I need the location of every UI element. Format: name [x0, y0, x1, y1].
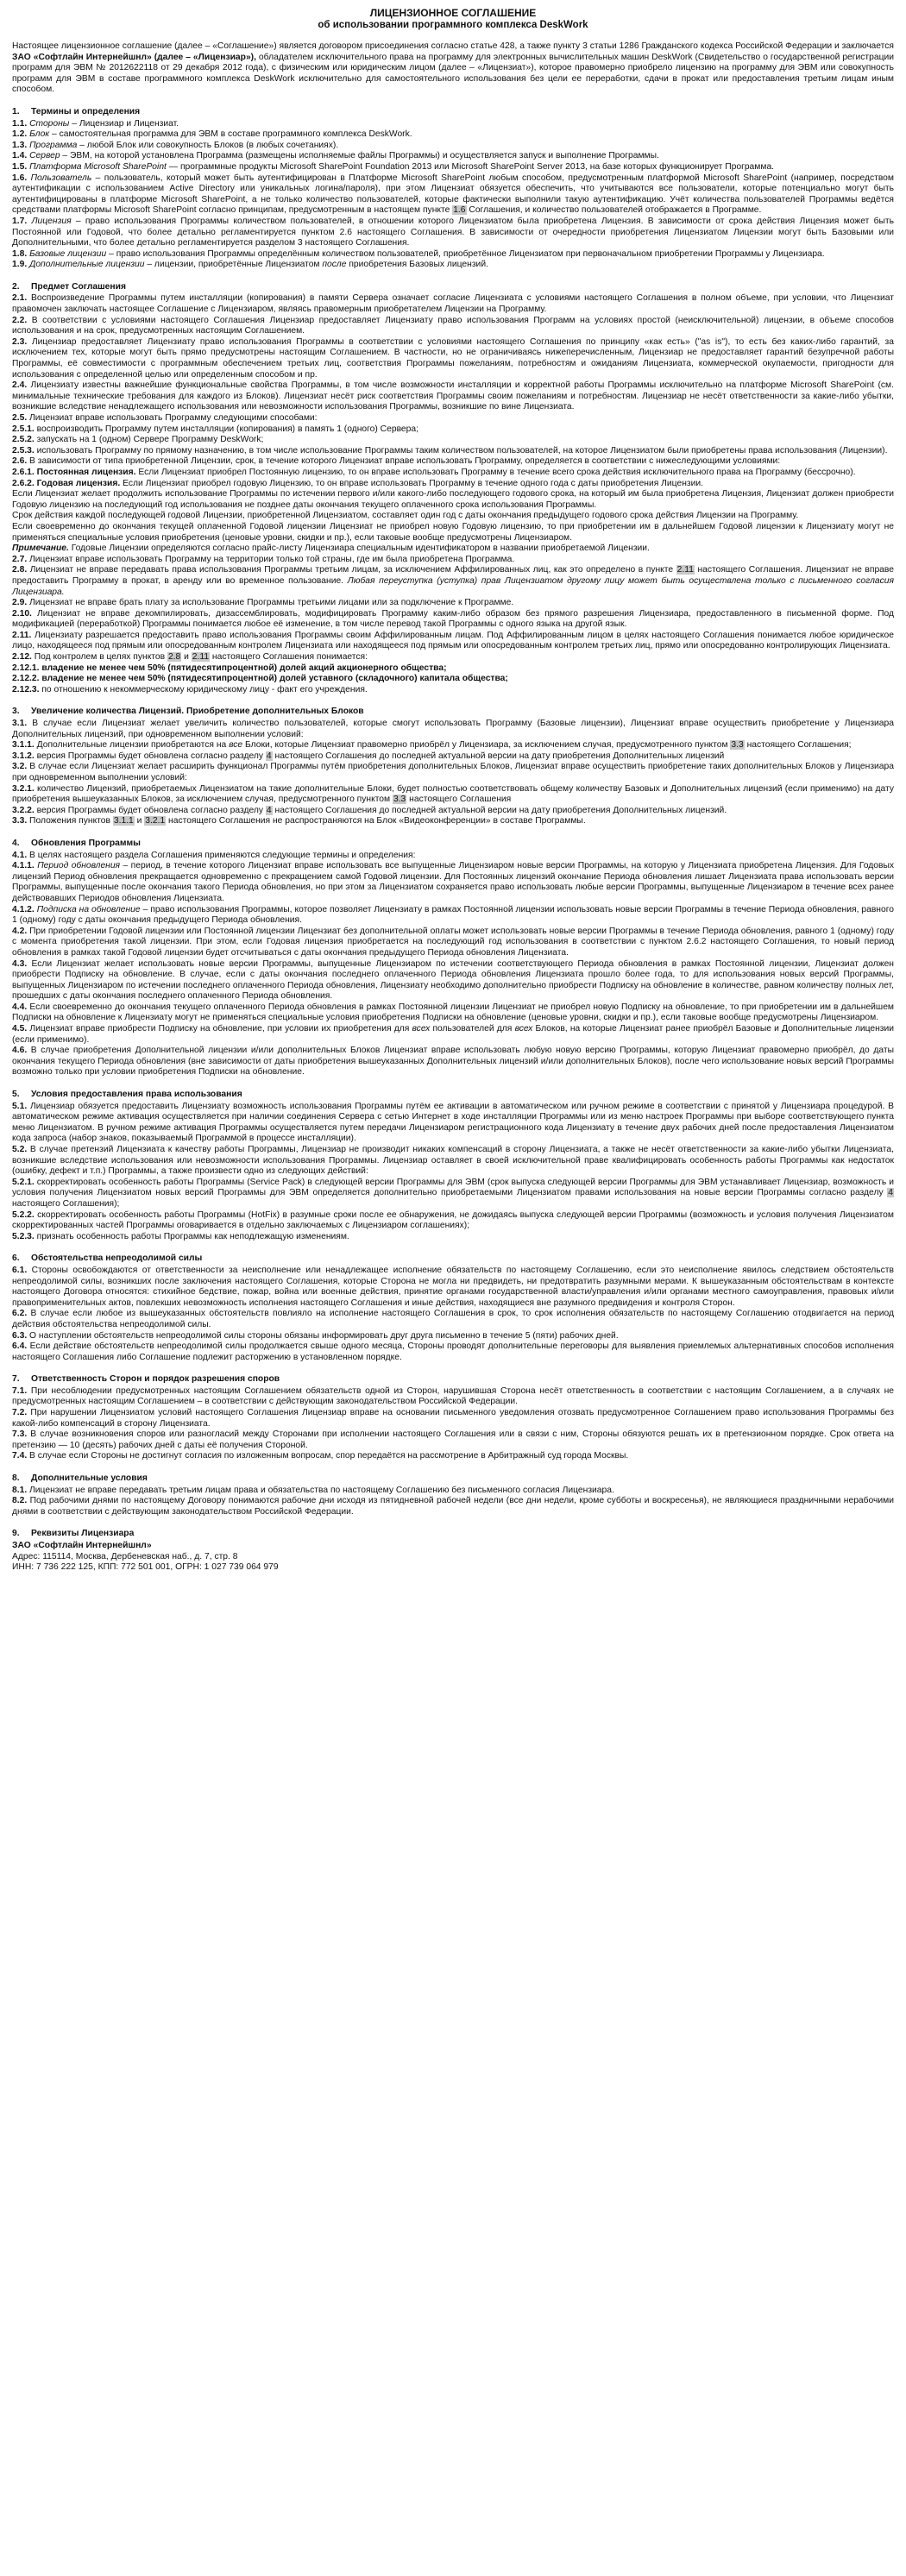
clause-paragraph — [12, 468, 894, 479]
clause-paragraph — [12, 446, 894, 457]
clause-paragraph — [12, 522, 894, 543]
cross-reference: 3.3 — [731, 740, 744, 751]
text-run: 5.2.1. — [12, 1177, 35, 1187]
section-heading — [12, 707, 894, 718]
text-run: 2.4. — [12, 380, 28, 391]
clause-paragraph — [12, 861, 894, 904]
clause-paragraph — [12, 1178, 894, 1210]
clause-paragraph — [12, 1552, 894, 1563]
text-run: 2.6.2. — [12, 478, 35, 488]
text-run: 3.3. — [12, 816, 28, 826]
cross-reference: 3.3 — [393, 795, 406, 805]
text-run: всех — [514, 1024, 533, 1034]
text-run: 6.1. — [12, 1265, 28, 1275]
text-run: 3.2. — [12, 762, 28, 772]
section-heading — [12, 1529, 894, 1540]
text-run: Срок действия каждой последующей годовой Лицензии, приобретенной Лицензиатом, составляет один год с даты окончания предыдущего годового срока действия Лицензии на Программу. — [12, 511, 799, 521]
text-run: Дополнительные лицензии приобретаются на — [34, 740, 230, 751]
text-run: Платформа Microsoft SharePoint — [29, 161, 167, 172]
clause-paragraph — [12, 162, 894, 173]
section-heading — [12, 1253, 894, 1265]
clause-paragraph — [12, 337, 894, 380]
text-run: Если Лицензиат приобрел Постоянную лицензию, то он вправе использовать Программу в течение всего срока действия исключительного права на Программу (бессрочно). — [135, 467, 856, 477]
text-run: Дополнительные лицензии — [29, 260, 145, 270]
cross-reference: 1.6 — [453, 205, 466, 216]
clause-paragraph — [12, 249, 894, 261]
clause-paragraph — [12, 609, 894, 631]
clause-paragraph — [12, 435, 894, 446]
clause-paragraph — [12, 1341, 894, 1363]
text-run: Лицензиат не вправе брать плату за использование Программы третьими лицами или за подключение к Программе. — [27, 598, 514, 608]
text-run: настоящего Соглашения не распространяются на Блок «Видеоконференции» в составе Программы. — [166, 816, 586, 826]
text-run: 1.8. — [12, 248, 28, 259]
clause-paragraph — [12, 598, 894, 609]
text-run: 8.1. — [12, 1485, 28, 1495]
section-title: Обстоятельства непреодолимой силы — [31, 1253, 203, 1264]
text-run: 2.8. — [12, 565, 28, 575]
clause-paragraph — [12, 413, 894, 424]
section-2 — [12, 282, 894, 696]
clause-paragraph — [12, 1408, 894, 1429]
text-run: Положения пунктов — [27, 816, 113, 826]
clause-paragraph — [12, 1309, 894, 1330]
text-run: – право использования Программы определённым количеством пользователей, приобретённое Лицензиатом при первоначальном приобретении Программы у Лицензиара. — [106, 248, 825, 259]
text-run: В случае если любое из вышеуказанных обстоятельств повлияло на исполнение настоящего Соглашения в срок, то срок исполнения обязательств по настоящему Соглашению отодвигается на период действия обстоятельства непреодолимой силы. — [12, 1309, 894, 1329]
cross-reference: 3.2.1 — [145, 816, 166, 826]
section-title: Условия предоставления права использования — [31, 1090, 242, 1100]
text-run: 4.1. — [12, 850, 28, 860]
clause-paragraph — [12, 456, 894, 468]
text-run: 1.1. — [12, 118, 28, 129]
text-run: 2.5.1. — [12, 424, 35, 434]
clause-paragraph — [12, 1046, 894, 1078]
clause-paragraph — [12, 674, 894, 685]
text-run: 8.2. — [12, 1496, 28, 1506]
clause-paragraph — [12, 905, 894, 927]
clause-paragraph — [12, 129, 894, 141]
text-run: – любой Блок или совокупность Блоков (в любых сочетаниях). — [77, 140, 339, 150]
text-run: 2.12.3. — [12, 684, 40, 694]
section-title: Дополнительные условия — [31, 1473, 148, 1484]
text-run: 2.7. — [12, 554, 28, 564]
document-subtitle: об использовании программного комплекса DeskWork — [318, 20, 588, 30]
text-run: – лицензии, приобретённые Лицензиатом — [144, 260, 323, 270]
text-run: 2.1. — [12, 293, 28, 304]
text-run: все — [229, 740, 243, 751]
text-run: 1.2. — [12, 129, 28, 140]
text-run: настоящего Соглашения понимается: — [210, 652, 368, 663]
clause-paragraph — [12, 719, 894, 740]
text-run: 4.5. — [12, 1024, 28, 1034]
text-run: Лицензиат не вправе передавать права использования Программы третьим лицам, за исключением Аффилированных лиц, как это определено в пункте — [27, 565, 676, 575]
clause-paragraph — [12, 1541, 894, 1552]
text-run: запускать на 1 (одном) Сервере Программу DeskWork; — [34, 435, 264, 445]
text-run: настоящего Соглашения); — [12, 1198, 120, 1209]
text-run: 4.6. — [12, 1046, 28, 1056]
clause-paragraph — [12, 631, 894, 652]
clause-paragraph — [12, 762, 894, 783]
clause-paragraph — [12, 141, 894, 152]
section-number: 9. — [12, 1529, 20, 1539]
text-run: Если Лицензиат приобрел годовую Лицензию, то он вправе использовать Программу в течение одного года с даты приобретения Лицензии. — [120, 478, 703, 488]
text-run: 1.3. — [12, 140, 28, 150]
text-run: количество Лицензий, приобретаемых Лицензиатом на такие дополнительные Блоки, будет полностью соответствовать общему количеству Базовых и Дополнительных лицензий (если применимо) на дату приобретения вышеуказанных Блоков, за исключением случая, предусмотренного пунктом — [12, 783, 894, 805]
text-run: При приобретении Годовой лицензии или Постоянной лицензии Лицензиат без дополнительной оплаты может использовать новые версии Программы в течение Периода обновления, равного 1 (одному) году с момента приобретения такой лицензии. При этом, если Годовая лицензия приобретается на последующий год использования в соответствии с пунктом 2.6.2 настоящего Соглашения, то новый период обновления в рамках такой Годовой лицензии будет отсчитываться с даты окончания предыдущего Периода обновления Лицензиата. — [12, 926, 894, 958]
text-run: Лицензиат не вправе декомпилировать, дизассемблировать, модифицировать Программу каким-либо образом без прямого разрешения Лицензиара, предоставленного в письменной форме. Под модификацией (переработкой) Программы понимается любое её изменение, в том числе перевод такой Программы с одного языка на другой язык. — [12, 608, 894, 630]
text-run: Соглашения, и количество пользователей отображается в Программе. — [466, 205, 762, 216]
text-run: 6.4. — [12, 1341, 28, 1352]
text-run: ИНН: 7 736 222 125, КПП: 772 501 001, ОГРН: 1 027 739 064 979 — [12, 1562, 279, 1573]
text-run: В зависимости от типа приобретенной Лицензии, срок, в течение которого Лицензиат вправе использовать Программу, определяется в соответствии с нижеследующими условиями: — [27, 456, 781, 467]
text-run: версия Программы будет обновлена согласно разделу — [34, 805, 266, 815]
text-run: 4.2. — [12, 926, 28, 936]
text-run: ЗАО «Софтлайн Интернейшнл» (далее – «Лицензиар»), — [12, 52, 256, 62]
text-run: В случае претензий Лицензиата к качеству работы Программы, Лицензиар не производит никаких компенсаций в сторону Лицензиата, а также не несёт ответственности за какие-либо убытки Лицензиата, возникшие вследствие использования или невозможности использования Программы. Лицензиар оставляет в своей исключительной праве квалифицировать особенность работы Программы как недостаток (ошибку, дефект и т.п.) Программы, а также произвести одно из следующих действий: — [12, 1145, 894, 1177]
text-run: после — [322, 260, 347, 270]
clause-paragraph — [12, 173, 894, 217]
text-run: О наступлении обстоятельств непреодолимой силы стороны обязаны информировать друг друга письменно в течение 5 (пяти) рабочих дней. — [27, 1330, 619, 1341]
text-run: – самостоятельная программа для ЭВМ в составе программного комплекса DeskWork. — [49, 129, 412, 140]
text-run: обладателем исключительного права на программу для электронных вычислительных машин DeskWork (Свидетельство о государственной регистрации программ для ЭВМ № 2012622118 от 29 декабря 2012 года), с физическим или юридическим лицом (далее – «Лицензиат»), которое правомерно приобрело лицензию на программу для ЭВМ или совокупность программ для ЭВМ в составе программного комплекса DeskWork исключительно для самостоятельного использования без цели ее переработки, сдачи в прокат или предоставления третьим лицам иным способом. — [12, 52, 894, 95]
text-run: Лицензиат вправе приобрести Подписку на обновление, при условии их приобретения для — [27, 1024, 412, 1034]
text-run: Лицензиат не вправе передавать третьим лицам права и обязательства по настоящему Соглашению без письменного согласия Лицензиара. — [27, 1485, 614, 1495]
text-run: 4.1.2. — [12, 904, 35, 914]
text-run: 2.2. — [12, 315, 28, 325]
text-run: Если Лицензиат желает использовать новые версии Программы, выпущенные Лицензиаром по истечении соответствующего Периода обновления в рамках Постоянной лицензии, Лицензиат должен приобрести Подписку на обновление. В случае, если с даты окончания последнего оплаченного Периода обновления Лицензиата прошло более года, то для использования новых версий Программы, выпущенных Лицензиаром по истечении последнего оплаченного Периода обновления, Лицензиату необходимо дополнительно приобрести Подписку на обновление в количестве, равном количеству полных лет, прошедших с даты окончания последнего оплаченного Периода обновления. — [12, 958, 894, 1002]
clause-paragraph — [12, 751, 894, 763]
clause-paragraph — [12, 479, 894, 490]
preamble-paragraph — [12, 41, 894, 96]
clause-paragraph — [12, 1024, 894, 1046]
text-run: 2.5.2. — [12, 435, 35, 445]
section-heading — [12, 839, 894, 850]
text-run: и — [181, 652, 192, 663]
clause-paragraph — [12, 685, 894, 696]
text-run: 5.2. — [12, 1145, 28, 1154]
section-heading — [12, 1473, 894, 1485]
clause-paragraph — [12, 1232, 894, 1243]
text-run: – период, в течение которого Лицензиат вправе использовать все выпущенные Лицензиаром новые версии Программы, на которую у Лицензиата приобретена Лицензия. Для Годовых лицензий Период обновления прекращается одновременно с прекращением самой Годовой лицензии. Для Постоянных лицензий окончание Периода обновления лишает Лицензиата права использовать версии Программы, выпущенные после окончания такого Периода обновления, но при этом за Лицензиатом сохраняется право использовать любые версии Программы, выпущенные Лицензиаром в течение всех ранее действовавших Периодов обновления Лицензиата. — [12, 861, 894, 903]
text-run: и — [134, 816, 145, 826]
text-run: 7.3. — [12, 1429, 28, 1440]
text-run: Пользователь — [30, 173, 92, 183]
cross-reference: 3.1.1 — [113, 816, 134, 826]
section-9 — [12, 1529, 894, 1573]
text-run: 7.1. — [12, 1385, 28, 1396]
text-run: — программные продукты Microsoft SharePoint Foundation 2013 или Microsoft SharePoint Server 2013, на базе которых функционирует Программа. — [166, 161, 775, 172]
text-run: 1.9. — [12, 260, 28, 270]
section-number: 5. — [12, 1090, 20, 1100]
text-run: настоящего Соглашения до последней актуальной версии на дату приобретения Дополнительных лицензий — [272, 751, 725, 761]
text-run: Под контролем в целях пунктов — [31, 652, 167, 663]
text-run: пользователей для — [430, 1024, 515, 1034]
text-run: В случае если Лицензиат желает расширить функционал Программы путём приобретения дополнительных Блоков, Лицензиат вправе осуществить приобретение таких дополнительных Блоков у Лицензиара при одновременном выполнении условий: — [12, 762, 894, 782]
clause-paragraph — [12, 424, 894, 436]
text-run: 7.4. — [12, 1451, 28, 1461]
text-run: 5.1. — [12, 1101, 28, 1111]
text-run: Если Лицензиат желает продолжить использование Программы по истечении первого и/или какого-либо последующего годового срока, на который им была приобретена Лицензия, Лицензиат должен приобрести Годовую лицензию на последующий год использования не позднее даты окончания текущего оплаченного срока использования Программы. — [12, 489, 894, 510]
text-run: Годовая лицензия. — [36, 478, 121, 488]
text-run: 2.6.1. — [12, 467, 35, 477]
text-run: В целях настоящего раздела Соглашения применяются следующие термины и определения: — [27, 850, 416, 860]
clause-paragraph — [12, 959, 894, 1002]
text-run: 4.4. — [12, 1002, 28, 1012]
text-run: ЗАО «Софтлайн Интернейшнл» — [12, 1541, 152, 1550]
text-run: 4.3. — [12, 958, 28, 969]
cross-reference: 2.11 — [676, 565, 694, 575]
clause-paragraph — [12, 806, 894, 817]
section-number: 1. — [12, 106, 20, 116]
clause-paragraph — [12, 489, 894, 511]
text-run: 1.5. — [12, 161, 28, 172]
text-run: 3.2.1. — [12, 783, 35, 794]
text-run: 3.1. — [12, 719, 28, 729]
text-run: владение не менее чем 50% (пятидесятипроцентной) долей акций акционерного общества; — [41, 663, 447, 673]
text-run: 5.2.2. — [12, 1209, 35, 1220]
text-run: 3.1.1. — [12, 740, 35, 751]
text-run: владение не менее чем 50% (пятидесятипроцентной) долей уставного (складочного) капитала общества; — [41, 674, 508, 684]
clause-paragraph — [12, 1266, 894, 1309]
text-run: настоящего Соглашения — [406, 795, 512, 805]
section-heading — [12, 1090, 894, 1101]
clause-paragraph — [12, 565, 894, 598]
section-number: 6. — [12, 1253, 20, 1264]
text-run: 2.5.3. — [12, 445, 35, 456]
text-run: Если своевременно до окончания текущей оплаченной Годовой лицензии Лицензиат не приобрел новую Годовую лицензию, то при приобретении им в дальнейшем Годовой лицензии к Лицензиату могут не применяться специальные условия приобретения (ценовые уровни, скидки и пр.), если таковые вообще предусмотрены Лицензиаром. — [12, 521, 894, 543]
text-run: Лицензиар обязуется предоставить Лицензиату возможность использования Программы путём ее активации в автоматическом или ручном режиме в соответствии с принятой у Лицензиара процедурой. В автоматическом режиме активация осуществляется при наличии соединения Сервера с сетью Интернет в ходе инсталляции Программы или из меню настроек Программы при выборе соответствующего пункта меню Лицензиатом. В ручном режиме активация Программы осуществляется путем передачи Лицензиаром регистрационного кода Лицензиату в течение двух рабочих дней после предоставления Лицензиатом кода запроса (набор знаков, показываемый Программой в процессе инсталляции). — [12, 1101, 894, 1144]
text-run: – ЭВМ, на которой установлена Программа (размещены исполняемые файлы Программы) и осуществляется запуск и выполнение Программы. — [60, 151, 659, 161]
text-run: Сервер — [29, 151, 60, 161]
clause-paragraph — [12, 1331, 894, 1342]
clause-paragraph — [12, 816, 894, 827]
document-title: ЛИЦЕНЗИОННОЕ СОГЛАШЕНИЕ — [369, 7, 537, 19]
section-number: 2. — [12, 281, 20, 292]
clause-paragraph — [12, 555, 894, 566]
clause-paragraph — [12, 151, 894, 162]
text-run: 2.10. — [12, 608, 32, 619]
clause-paragraph — [12, 1386, 894, 1408]
clause-paragraph — [12, 1145, 894, 1178]
text-run: – право использования Программы количеством пользователей, в отношении которого Лицензиатом была приобретена Лицензия. В зависимости от срока действия Лицензия может быть Постоянной или Годовой, что более детально регламентируется пунктом 2.6 настоящего Соглашения. В зависимости от очередности приобретения Лицензиатом Лицензии могут быть Базовыми или Дополнительными, что более детально регламентируется разделом 3 настоящего Соглашения. — [12, 216, 894, 248]
cross-reference: 2.8 — [167, 652, 181, 663]
clause-paragraph — [12, 1562, 894, 1574]
text-run: настоящего Соглашения; — [744, 740, 852, 751]
text-run: Адрес: 115114, Москва, Дербеневская наб., д. 7, стр. 8 — [12, 1551, 238, 1561]
text-run: 2.5. — [12, 413, 28, 423]
text-run: Блоков, на которые Лицензиат ранее приобрёл Базовые и Дополнительные лицензии (если применимо). — [12, 1024, 894, 1045]
section-title: Увеличение количества Лицензий. Приобретение дополнительных Блоков — [31, 707, 364, 717]
clause-paragraph — [12, 784, 894, 806]
text-run: 2.9. — [12, 598, 28, 608]
clause-paragraph — [12, 380, 894, 413]
text-run: Примечание. — [12, 543, 69, 554]
text-run: 7.2. — [12, 1408, 28, 1418]
text-run: скорректировать особенность работы Программы (HotFix) в разумные сроки после ее обнаружения, не дожидаясь выпуска следующей версии Программы (возможность и условия получения Лицензиатом скорректированных частей Программы оговаривается в отдельно заключаемых с Лицензиаром соглашениях); — [12, 1209, 894, 1231]
text-run: версия Программы будет обновлена согласно разделу — [34, 751, 266, 761]
text-run: В соответствии с условиями настоящего Соглашения Лицензиар предоставляет Лицензиату право использования Программ на условиях простой (неисключительной) лицензии, в объеме способов использования и на срок, предусмотренных настоящим Соглашением. — [12, 315, 894, 336]
text-run: Стороны — [29, 118, 70, 129]
text-run: В случае возникновения споров или разногласий между Сторонами при исполнении настоящего Соглашения или в связи с ним, Стороны обязуются решать их в претензионном порядке. Срок ответа на претензию — 10 (десять) рабочих дней с даты её получения Стороной. — [12, 1429, 894, 1450]
text-run: 3.2.2. — [12, 805, 35, 815]
clause-paragraph — [12, 260, 894, 271]
text-run: В случае если Лицензиат желает увеличить количество пользователей, которые смогут использовать Программу (Базовые лицензии), Лицензиат вправе осуществить приобретение у Лицензиара Дополнительных лицензий, при одновременном выполнении условий: — [12, 719, 894, 739]
section-number: 8. — [12, 1473, 20, 1484]
text-run: В случае приобретения Дополнительной лицензии и/или дополнительных Блоков Лицензиат вправе использовать любую новую версию Программы, которую Лицензиат правомерно приобрёл, до даты окончания текущего Периода обновления (вне зависимости от даты приобретения вышеуказанных Дополнительных лицензий и/или дополнительных Блоков), после чего использование новых версий Программы возможно только при условии приобретения Подписки на обновление. — [12, 1046, 894, 1078]
section-title: Ответственность Сторон и порядок разрешения споров — [31, 1374, 280, 1385]
text-run: настоящего Соглашения до последней актуальной версии на дату приобретения Дополнительных лицензий. — [272, 805, 727, 815]
section-title: Предмет Соглашения — [31, 281, 126, 292]
sections-container — [12, 107, 894, 1574]
section-title: Термины и определения — [31, 106, 141, 116]
text-run: Лицензиар предоставляет Лицензиату право использования Программы в соответствии с условиями настоящего Соглашения по принципу «как есть» ("as is"), то есть без каких-либо гарантий, за исключением тех, которые могут быть прямо предусмотрены настоящим Соглашением. В частности, но не ограничиваясь нижеперечисленным, Лицензиар не предоставляет гарантий безупречной работы Программы, её совместимости с программным обеспечением третьих лиц, соответствия Программы пожеланиям, потребностям и ожиданиям Лицензиата, коммерческой окупаемости, пригодности для использования с определенной целью или определенным способом и пр. — [12, 336, 894, 380]
text-run: 2.12.1. — [12, 663, 40, 673]
text-run: Настоящее лицензионное соглашение (далее – «Соглашение») является договором присоединения согласно статье 428, а также пункту 3 статьи 1286 Гражданского кодекса Российской Федерации и заключается — [12, 41, 894, 51]
text-run: Если своевременно до окончания текущего оплаченного Периода обновления в рамках Постоянной лицензии Лицензиат не приобрел новую Подписку на обновление, то при приобретении им в дальнейшем Подписки на обновление к Лицензиату могут не применяться специальные условия приобретения Подписки на обновление (ценовые уровни, скидки и пр.), если таковые вообще предусмотрены Лицензиаром. — [12, 1002, 894, 1023]
clause-paragraph — [12, 740, 894, 751]
text-run: Программа — [29, 140, 78, 150]
text-run: Воспроизведение Программы путем инсталляции (копирования) в памяти Сервера означает согласие Лицензиата с условиями настоящего Соглашения в полном объеме, при условии, что Лицензиат правомочен заключать настоящее Соглашение с Лицензиаром, являясь правомерным приобретателем Лицензии на Программу. — [12, 293, 894, 315]
text-run: Лицензиату известны важнейшие функциональные свойства Программы, в том числе возможности инсталляции и корректной работы Программы исключительно на платформе Microsoft SharePoint (см. минимальные технические требования для каждого из Блоков). Лицензиат несёт риск соответствия Программы своим пожеланиям и потребностям. Лицензиар не несёт ответственности за какие-либо убытки, возникшие вследствие ненадлежащего использования или невозможности использования Программы, возникшие по вине Лицензиата. — [12, 380, 894, 412]
clause-paragraph — [12, 1210, 894, 1232]
text-run: 1.7. — [12, 216, 28, 226]
text-run: 3.1.2. — [12, 751, 35, 761]
text-run: использовать Программу по прямому назначению, в том числе использование Программы таким количеством пользователей, на которое Лицензиатом были приобретены права использования (Лицензии). — [34, 445, 888, 456]
text-run: 2.3. — [12, 336, 28, 347]
text-run: Блоки, которые Лицензиат правомерно приобрёл у Лицензиара, за исключением случая, предусмотренного пунктом — [242, 740, 731, 751]
text-run: 2.11. — [12, 630, 32, 640]
section-6 — [12, 1253, 894, 1363]
text-run: Лицензия — [31, 216, 72, 226]
text-run: – Лицензиар и Лицензиат. — [69, 118, 179, 129]
text-run: 6.3. — [12, 1330, 28, 1341]
section-title: Реквизиты Лицензиара — [31, 1529, 135, 1539]
text-run: – пользователь, который может быть аутентифицирован в Платформе Microsoft SharePoint любым способом, предусмотренным платформой Microsoft SharePoint (например, посредством аутентификации с использованием Active Directory или уникальных логина/пароля), при этом Лицензиат обязуется обеспечить, что учитываются все пользователи, которые потенциально могут быть аутентифицированы в платформе Microsoft SharePoint, а не только количество пользователей, которые фактически выполнили такую аутентификацию. Учёт количества пользователей Программы ведётся средствами платформы Microsoft SharePoint согласно принципам, предусмотренным в настоящем пункте — [12, 173, 894, 216]
text-run: При несоблюдении предусмотренных настоящим Соглашением обязательств одной из Сторон, нарушившая Сторона несёт ответственность в соответствии с настоящим Соглашением, а в случаях не предусмотренных настоящим Соглашением – в соответствии с действующим законодательством Российской Федерации. — [12, 1385, 894, 1407]
text-run: Период обновления — [37, 861, 121, 871]
text-run: 1.4. — [12, 151, 28, 161]
clause-paragraph — [12, 293, 894, 315]
section-7 — [12, 1374, 894, 1462]
section-number: 3. — [12, 707, 20, 717]
section-heading — [12, 282, 894, 293]
text-run: 2.12. — [12, 652, 32, 663]
text-run: Если действие обстоятельств непреодолимой силы продолжается свыше одного месяца, Стороны проводят дополнительные переговоры для выявления приемлемых альтернативных способов исполнения настоящего Соглашения либо Соглашение подлежит расторжению в установленном порядке. — [12, 1341, 894, 1362]
text-run: приобретения Базовых лицензий. — [346, 260, 488, 270]
clause-paragraph — [12, 316, 894, 337]
clause-paragraph — [12, 663, 894, 675]
text-run: Любая переуступка (уступка) прав Лицензиатом другому лицу может быть осуществлена только с письменного согласия Лицензиара. — [12, 575, 894, 597]
cross-reference: 2.11 — [192, 652, 210, 663]
section-1 — [12, 107, 894, 271]
text-run: 6.2. — [12, 1309, 28, 1319]
text-run: Стороны освобождаются от ответственности за неисполнение или ненадлежащее исполнение обязательств по настоящему Соглашению, если это неисполнение явилось следствием обстоятельств непреодолимой силы, возникших после заключения настоящего Соглашения, которые Сторона не могла ни предвидеть, ни предотвратить разумными мерами. К вышеуказанным обстоятельствам в контексте настоящего Договора относятся: стихийное бедствие, пожар, война или военные действия, принятие органами государственной власти/управления и/или органами местного самоуправления, правовых и/или правоприменительных актов, повлекших невозможность исполнения настоящего Соглашения и иные действия, находящиеся вне разумного предвидения и контроля Сторон. — [12, 1265, 894, 1308]
text-run: воспроизводить Программу путем инсталляции (копирования) в память 1 (одного) Сервера; — [34, 424, 418, 434]
clause-paragraph — [12, 543, 894, 555]
text-run: Подписка на обновление — [36, 904, 141, 914]
text-run: Лицензиат вправе использовать Программу следующими способами: — [27, 413, 318, 423]
clause-paragraph — [12, 1451, 894, 1462]
text-run: по отношению к некоммерческому юридическому лицу - факт его учреждения. — [39, 684, 368, 694]
clause-paragraph — [12, 1486, 894, 1497]
section-number: 4. — [12, 838, 20, 848]
section-title: Обновления Программы — [31, 838, 141, 848]
text-run: всех — [412, 1024, 431, 1034]
section-number: 7. — [12, 1374, 20, 1385]
text-run: При нарушении Лицензиатом условий настоящего Соглашения Лицензиар вправе на основании письменного уведомления отозвать предусмотренное Соглашением право использования Программы без какой-либо компенсаций в сторону Лицензиата. — [12, 1408, 894, 1429]
cross-reference: 4 — [888, 1188, 893, 1198]
clause-paragraph — [12, 119, 894, 130]
section-5 — [12, 1090, 894, 1242]
clause-paragraph — [12, 1429, 894, 1451]
clause-paragraph — [12, 1496, 894, 1517]
text-run: Блок — [29, 129, 50, 140]
section-4 — [12, 839, 894, 1078]
clause-paragraph — [12, 1102, 894, 1145]
clause-paragraph — [12, 652, 894, 663]
text-run: 1.6. — [12, 173, 28, 183]
section-heading — [12, 1374, 894, 1385]
text-run: Годовые Лицензии определяются согласно прайс-листу Лицензиара специальным идентификатором в названии приобретаемой Лицензии. — [68, 543, 650, 554]
section-heading — [12, 107, 894, 118]
text-run: Постоянная лицензия. — [36, 467, 136, 477]
text-run: скорректировать особенность работы Программы (Service Pack) в следующей версии Программы для ЭВМ (срок выпуска следующей версии Программы для ЭВМ устанавливает Лицензиар, возможность и условия получения Лицензиатом новых версий Программы для ЭВМ определяется дополнительно приобретаемыми Лицензиатом правами использования на новые версии Программы согласно разделу — [12, 1177, 894, 1198]
text-run: – право использования Программы, которое позволяет Лицензиату в рамках Постоянной лицензии использовать новые версии Программы в течение Периода обновления, равного 1 (одному) году с даты окончания предыдущего Периода обновления. — [12, 904, 894, 926]
text-run: признать особенность работы Программы как неподлежащую изменениям. — [34, 1231, 349, 1241]
clause-paragraph — [12, 511, 894, 522]
section-8 — [12, 1473, 894, 1517]
clause-paragraph — [12, 1002, 894, 1024]
text-run: Лицензиат вправе использовать Программу на территории только той страны, где им была приобретена Программа. — [27, 554, 515, 564]
cross-reference: 4 — [266, 805, 272, 815]
text-run: Лицензиату разрешается предоставить право использования Программы своим Аффилированным лицам. Под Аффилированным лицом в целях настоящего Соглашения понимается любое юридическое лицо, находящееся под прямым или опосредованным контролем Лицензиата или находящееся под прямым или опосредованным контролем третьих лиц, прямо или опосредованно контролирующих Лицензиата. — [12, 630, 894, 651]
text-run: 2.6. — [12, 456, 28, 467]
clause-paragraph — [12, 851, 894, 862]
cross-reference: 4 — [266, 751, 272, 761]
text-run: Базовые лицензии — [29, 248, 107, 259]
text-run: 4.1.1. — [12, 861, 35, 871]
text-run: Под рабочими днями по настоящему Договору понимаются рабочие дни исходя из пятидневной рабочей недели (все дни недели, кроме субботы и воскресенья), не являющиеся праздничными нерабочими днями в соответствии с действующим законодательством Российской Федерации. — [12, 1496, 894, 1517]
text-run: настоящего Соглашения. Лицензиат не вправе предоставить Программу в прокат, в аренду или во временное пользование. — [12, 565, 894, 586]
clause-paragraph — [12, 927, 894, 959]
section-3 — [12, 707, 894, 827]
text-run: 2.12.2. — [12, 674, 40, 684]
text-run: В случае если Стороны не достигнут согласия по изложенным вопросам, спор передаётся на рассмотрение в Арбитражный суд города Москвы. — [27, 1451, 629, 1461]
text-run: 5.2.3. — [12, 1231, 35, 1241]
clause-paragraph — [12, 217, 894, 249]
